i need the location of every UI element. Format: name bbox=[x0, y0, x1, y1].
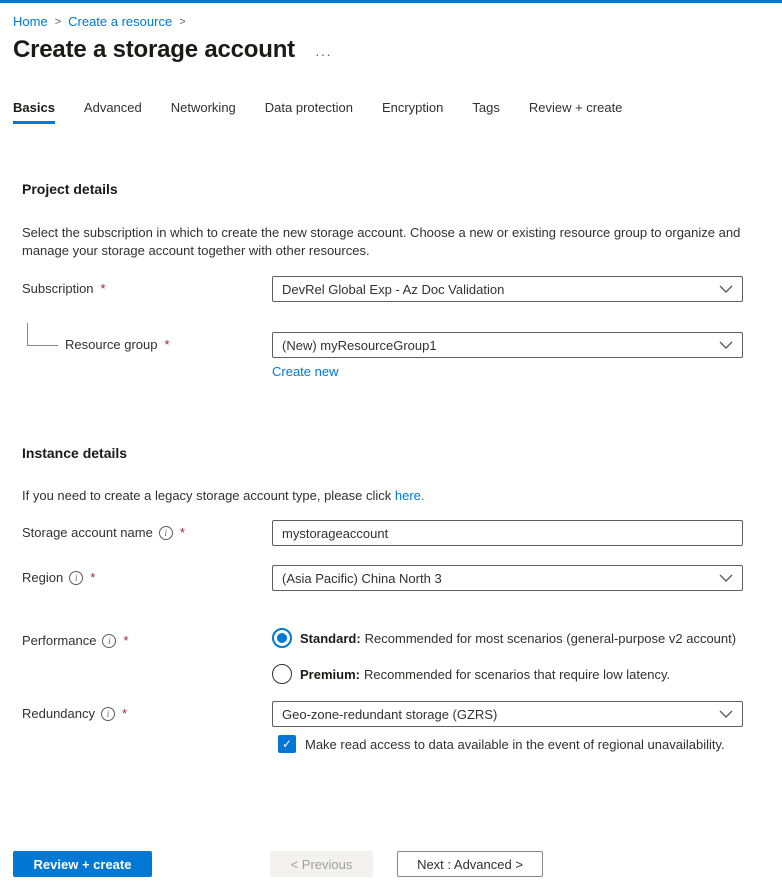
breadcrumb-link-home[interactable]: Home bbox=[13, 14, 48, 29]
required-asterisk: * bbox=[90, 570, 96, 586]
legacy-account-here-link[interactable]: here. bbox=[394, 488, 425, 504]
legacy-note-text: If you need to create a legacy storage account type, please click bbox=[22, 488, 395, 504]
performance-standard-text bbox=[300, 631, 736, 646]
required-asterisk: * bbox=[123, 633, 129, 649]
review-create-button[interactable]: Review + create bbox=[13, 851, 152, 877]
storage-account-name-input[interactable] bbox=[272, 520, 743, 546]
resource-group-selected-value: (New) myResourceGroup1 bbox=[282, 337, 437, 353]
tab-encryption[interactable]: Encryption bbox=[381, 100, 444, 115]
info-icon[interactable]: i bbox=[102, 634, 116, 648]
chevron-down-icon bbox=[719, 710, 733, 719]
performance-label-text: Performance bbox=[22, 633, 97, 649]
project-details-description: Select the subscription in which to create the new storage account. Choose a new or existing resource group to organize and manage your storage account together with other resources. bbox=[22, 225, 741, 259]
redundancy-dropdown[interactable] bbox=[272, 701, 743, 727]
read-access-checkbox-label: Make read access to data available in the event of regional unavailability. bbox=[305, 736, 725, 752]
required-asterisk: * bbox=[100, 281, 106, 297]
performance-premium-text bbox=[300, 667, 670, 682]
title-row bbox=[13, 36, 769, 64]
option-name: Premium: bbox=[300, 666, 360, 682]
chevron-right-icon: > bbox=[54, 15, 62, 28]
radio-unselected-icon[interactable] bbox=[272, 664, 292, 684]
required-asterisk: * bbox=[122, 706, 128, 722]
radio-selected-icon[interactable] bbox=[272, 628, 292, 648]
info-icon[interactable]: i bbox=[69, 571, 83, 585]
region-row bbox=[22, 565, 769, 591]
resource-group-row bbox=[22, 332, 769, 379]
region-selected-value: (Asia Pacific) China North 3 bbox=[282, 570, 442, 586]
performance-label bbox=[22, 628, 272, 648]
subscription-label-text: Subscription bbox=[22, 281, 94, 297]
option-description: Recommended for most scenarios (general-purpose v2 account) bbox=[364, 630, 737, 646]
create-new-resource-group-link[interactable]: Create new bbox=[272, 364, 339, 380]
region-label-text: Region bbox=[22, 570, 64, 586]
region-dropdown[interactable] bbox=[272, 565, 743, 591]
subscription-row bbox=[22, 276, 769, 302]
redundancy-row bbox=[22, 701, 769, 753]
breadcrumb bbox=[13, 14, 769, 29]
breadcrumb-link-create-a-resource[interactable]: Create a resource bbox=[68, 14, 173, 29]
info-icon[interactable]: i bbox=[159, 526, 173, 540]
instance-details-section bbox=[22, 445, 769, 753]
project-details-section bbox=[22, 181, 769, 379]
tab-advanced[interactable]: Advanced bbox=[83, 100, 142, 115]
tab-tags[interactable]: Tags bbox=[472, 100, 500, 115]
redundancy-label bbox=[22, 701, 272, 721]
instance-details-heading: Instance details bbox=[22, 445, 128, 462]
performance-option-premium[interactable] bbox=[272, 664, 743, 684]
next-advanced-button[interactable]: Next : Advanced > bbox=[397, 851, 543, 877]
subscription-label bbox=[22, 276, 272, 296]
storage-account-name-label bbox=[22, 520, 272, 540]
storage-account-name-label-text: Storage account name bbox=[22, 525, 153, 541]
required-asterisk: * bbox=[164, 337, 170, 353]
subscription-dropdown[interactable] bbox=[272, 276, 743, 302]
redundancy-label-text: Redundancy bbox=[22, 706, 95, 722]
chevron-down-icon bbox=[719, 285, 733, 294]
wizard-tabs bbox=[13, 100, 769, 124]
read-access-checkbox-row[interactable] bbox=[278, 735, 743, 753]
wizard-footer bbox=[13, 851, 543, 877]
performance-option-standard[interactable] bbox=[272, 628, 743, 648]
region-label bbox=[22, 565, 272, 585]
redundancy-selected-value: Geo-zone-redundant storage (GZRS) bbox=[282, 706, 498, 722]
checkbox-checked-icon[interactable]: ✓ bbox=[278, 735, 296, 753]
page-title: Create a storage account bbox=[13, 36, 295, 63]
info-icon[interactable]: i bbox=[101, 707, 115, 721]
performance-row bbox=[22, 628, 769, 684]
resource-group-label bbox=[22, 332, 272, 352]
tab-review-create[interactable]: Review + create bbox=[528, 100, 623, 115]
project-details-heading: Project details bbox=[22, 181, 118, 197]
legacy-account-note bbox=[22, 488, 769, 503]
chevron-down-icon bbox=[719, 574, 733, 583]
indent-connector-line bbox=[27, 323, 58, 346]
option-description: Recommended for scenarios that require low latency. bbox=[363, 666, 671, 682]
storage-account-name-row bbox=[22, 520, 769, 546]
more-options-icon[interactable]: ··· bbox=[314, 46, 332, 62]
resource-group-label-text: Resource group bbox=[65, 337, 158, 353]
portal-top-accent-bar bbox=[0, 0, 782, 3]
previous-button[interactable]: < Previous bbox=[270, 851, 373, 877]
tab-data-protection[interactable]: Data protection bbox=[264, 100, 353, 115]
resource-group-dropdown[interactable] bbox=[272, 332, 743, 358]
required-asterisk: * bbox=[179, 525, 185, 541]
option-name: Standard: bbox=[300, 630, 361, 646]
chevron-down-icon bbox=[719, 341, 733, 350]
subscription-selected-value: DevRel Global Exp - Az Doc Validation bbox=[282, 281, 505, 297]
tab-basics[interactable]: Basics bbox=[13, 100, 55, 124]
chevron-right-icon: > bbox=[179, 15, 186, 28]
tab-networking[interactable]: Networking bbox=[170, 100, 236, 115]
